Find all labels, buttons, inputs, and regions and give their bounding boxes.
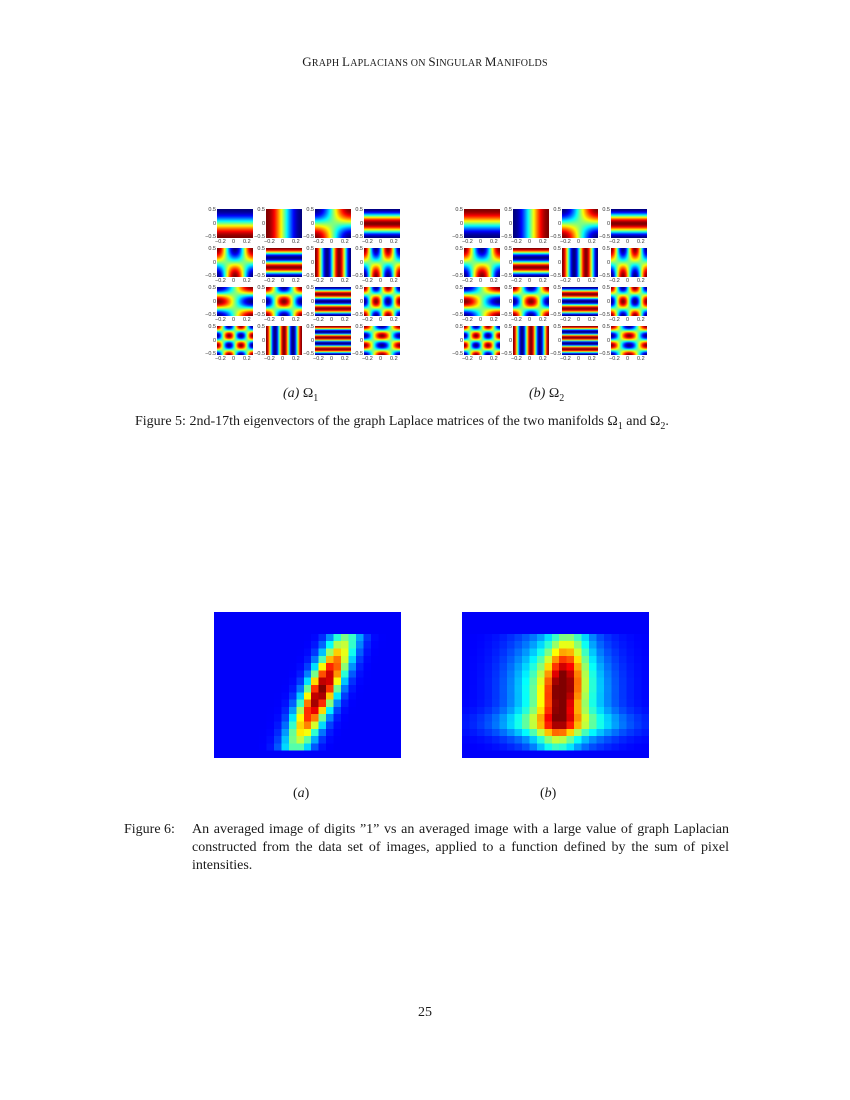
- eigenvector-heatmap: [562, 248, 598, 277]
- figure5-caption: [135, 414, 735, 432]
- y-tick-label: −0.5: [352, 312, 363, 318]
- x-tick-label: −0.2: [215, 317, 226, 323]
- eigenvector-subplot: [352, 285, 413, 326]
- eigenvector-heatmap: [315, 248, 351, 277]
- eigenvector-subplot: [352, 324, 413, 365]
- x-tick-label: −0.2: [362, 239, 373, 245]
- eigenvector-heatmap: [364, 326, 400, 355]
- x-tick-label: 0: [232, 278, 236, 284]
- x-tick-label: 0.2: [637, 356, 645, 362]
- x-tick-label: 0: [528, 356, 532, 362]
- y-tick-label: 0.5: [257, 324, 265, 330]
- y-tick-label: −0.5: [599, 351, 610, 357]
- y-tick-label: 0: [557, 260, 561, 266]
- eigenvector-subplot: [550, 285, 611, 326]
- y-tick-label: −0.5: [501, 312, 512, 318]
- x-tick-label: 0: [626, 356, 630, 362]
- eigenvector-heatmap: [464, 287, 500, 316]
- y-tick-label: −0.5: [501, 273, 512, 279]
- x-tick-label: −0.2: [264, 356, 275, 362]
- eigenvector-heatmap: [364, 287, 400, 316]
- y-tick-label: −0.5: [550, 234, 561, 240]
- eigenvector-heatmap: [562, 326, 598, 355]
- y-tick-label: 0: [359, 338, 363, 344]
- x-tick-label: −0.2: [362, 317, 373, 323]
- x-tick-label: 0: [626, 278, 630, 284]
- eigenvector-heatmap: [315, 209, 351, 238]
- y-tick-label: 0: [310, 338, 314, 344]
- x-tick-label: 0: [379, 239, 383, 245]
- eigenvector-heatmap: [513, 209, 549, 238]
- y-tick-label: 0.5: [257, 207, 265, 213]
- x-tick-label: 0.2: [243, 356, 251, 362]
- y-tick-label: −0.5: [352, 273, 363, 279]
- x-tick-label: 0.2: [341, 278, 349, 284]
- eigenvector-heatmap: [217, 326, 253, 355]
- y-tick-label: 0: [557, 338, 561, 344]
- y-tick-label: −0.5: [352, 234, 363, 240]
- y-tick-label: 0.5: [455, 285, 463, 291]
- x-tick-label: −0.2: [462, 356, 473, 362]
- eigenvector-heatmap: [315, 287, 351, 316]
- x-tick-label: 0: [479, 278, 483, 284]
- eigenvector-subplot: [452, 207, 513, 248]
- y-tick-label: −0.5: [599, 234, 610, 240]
- y-tick-label: −0.5: [254, 312, 265, 318]
- heatmap-pixels: [462, 612, 649, 758]
- y-tick-label: 0: [508, 221, 512, 227]
- y-tick-label: 0.5: [306, 246, 314, 252]
- eigenvector-heatmap: [217, 209, 253, 238]
- x-tick-label: 0.2: [637, 317, 645, 323]
- eigenvector-subplot: [599, 324, 660, 365]
- y-tick-label: 0.5: [208, 324, 216, 330]
- x-tick-label: 0: [330, 278, 334, 284]
- y-tick-label: 0: [310, 299, 314, 305]
- y-tick-label: 0.5: [602, 324, 610, 330]
- x-tick-label: 0.2: [637, 239, 645, 245]
- x-tick-label: 0: [577, 317, 581, 323]
- x-tick-label: −0.2: [511, 278, 522, 284]
- y-tick-label: 0: [261, 299, 265, 305]
- eigenvector-heatmap: [513, 326, 549, 355]
- y-tick-label: 0.5: [355, 207, 363, 213]
- eigenvector-heatmap: [562, 287, 598, 316]
- eigenvector-heatmap: [364, 248, 400, 277]
- x-tick-label: 0: [281, 278, 285, 284]
- y-tick-label: −0.5: [352, 351, 363, 357]
- y-tick-label: −0.5: [303, 312, 314, 318]
- y-tick-label: 0.5: [602, 285, 610, 291]
- x-tick-label: −0.2: [264, 317, 275, 323]
- y-tick-label: 0.5: [306, 285, 314, 291]
- x-tick-label: 0.2: [390, 278, 398, 284]
- figure5-panel-b-eigenvector-grid: [452, 207, 664, 369]
- eigenvector-heatmap: [217, 248, 253, 277]
- figure6-subcaption-a: (a): [293, 786, 310, 801]
- y-tick-label: 0: [459, 338, 463, 344]
- x-tick-label: 0.2: [390, 239, 398, 245]
- figure6-caption: [124, 821, 729, 875]
- y-tick-label: −0.5: [452, 312, 463, 318]
- x-tick-label: 0.2: [539, 356, 547, 362]
- y-tick-label: 0: [261, 221, 265, 227]
- x-tick-label: −0.2: [560, 278, 571, 284]
- eigenvector-subplot: [303, 285, 364, 326]
- eigenvector-subplot: [254, 324, 315, 365]
- figure5-subcaption-a: (a) $\Omega_1$: [283, 386, 319, 404]
- x-tick-label: 0.2: [539, 278, 547, 284]
- x-tick-label: −0.2: [511, 356, 522, 362]
- x-tick-label: −0.2: [560, 356, 571, 362]
- y-tick-label: 0: [261, 260, 265, 266]
- running-head: [0, 54, 850, 70]
- eigenvector-subplot: [501, 285, 562, 326]
- running-head-word: GRAPH: [302, 54, 343, 69]
- y-tick-label: 0.5: [553, 207, 561, 213]
- y-tick-label: 0.5: [208, 207, 216, 213]
- y-tick-label: 0.5: [355, 324, 363, 330]
- y-tick-label: −0.5: [599, 273, 610, 279]
- eigenvector-subplot: [254, 285, 315, 326]
- y-tick-label: 0.5: [355, 246, 363, 252]
- x-tick-label: −0.2: [609, 317, 620, 323]
- x-tick-label: 0.2: [341, 356, 349, 362]
- x-tick-label: −0.2: [560, 239, 571, 245]
- eigenvector-heatmap: [611, 326, 647, 355]
- eigenvector-heatmap: [611, 248, 647, 277]
- eigenvector-subplot: [452, 285, 513, 326]
- x-tick-label: 0: [626, 239, 630, 245]
- x-tick-label: 0: [379, 278, 383, 284]
- y-tick-label: 0: [212, 338, 216, 344]
- eigenvector-heatmap: [611, 209, 647, 238]
- y-tick-label: 0: [459, 299, 463, 305]
- y-tick-label: 0: [508, 260, 512, 266]
- eigenvector-heatmap: [513, 248, 549, 277]
- x-tick-label: −0.2: [264, 239, 275, 245]
- figure6-caption-text: An averaged image of digits ”1” vs an averaged image with a large value of graph Laplacian constructed from the data set of images, applied to a function defined by the sum of pixel intensities.: [192, 822, 729, 873]
- y-tick-label: −0.5: [254, 351, 265, 357]
- y-tick-label: 0: [606, 260, 610, 266]
- y-tick-label: −0.5: [205, 234, 216, 240]
- x-tick-label: 0: [577, 278, 581, 284]
- y-tick-label: −0.5: [303, 351, 314, 357]
- eigenvector-heatmap: [266, 248, 302, 277]
- y-tick-label: −0.5: [550, 273, 561, 279]
- x-tick-label: 0.2: [539, 239, 547, 245]
- eigenvector-subplot: [254, 207, 315, 248]
- x-tick-label: −0.2: [609, 278, 620, 284]
- y-tick-label: −0.5: [501, 234, 512, 240]
- x-tick-label: 0.2: [390, 356, 398, 362]
- eigenvector-heatmap: [364, 209, 400, 238]
- x-tick-label: 0.2: [341, 317, 349, 323]
- x-tick-label: 0.2: [539, 317, 547, 323]
- page-number: 25: [418, 1005, 432, 1020]
- y-tick-label: 0: [508, 299, 512, 305]
- y-tick-label: 0.5: [553, 324, 561, 330]
- eigenvector-heatmap: [464, 248, 500, 277]
- y-tick-label: 0: [459, 260, 463, 266]
- y-tick-label: 0.5: [208, 246, 216, 252]
- x-tick-label: 0: [528, 317, 532, 323]
- eigenvector-subplot: [550, 324, 611, 365]
- y-tick-label: 0.5: [553, 246, 561, 252]
- y-tick-label: −0.5: [303, 234, 314, 240]
- y-tick-label: −0.5: [599, 312, 610, 318]
- y-tick-label: 0.5: [306, 324, 314, 330]
- y-tick-label: 0: [212, 221, 216, 227]
- heatmap-pixels: [214, 612, 401, 758]
- eigenvector-subplot: [550, 207, 611, 248]
- x-tick-label: 0.2: [490, 278, 498, 284]
- y-tick-label: −0.5: [205, 312, 216, 318]
- x-tick-label: −0.2: [462, 278, 473, 284]
- x-tick-label: 0.2: [292, 317, 300, 323]
- eigenvector-subplot: [205, 285, 266, 326]
- x-tick-label: −0.2: [313, 239, 324, 245]
- y-tick-label: −0.5: [452, 351, 463, 357]
- x-tick-label: 0.2: [637, 278, 645, 284]
- eigenvector-subplot: [352, 207, 413, 248]
- x-tick-label: 0: [330, 356, 334, 362]
- x-tick-label: 0: [232, 356, 236, 362]
- x-tick-label: −0.2: [609, 356, 620, 362]
- y-tick-label: 0.5: [504, 285, 512, 291]
- eigenvector-heatmap: [315, 326, 351, 355]
- y-tick-label: 0: [459, 221, 463, 227]
- eigenvector-subplot: [501, 246, 562, 287]
- y-tick-label: 0.5: [257, 246, 265, 252]
- y-tick-label: 0.5: [504, 246, 512, 252]
- figure5-caption-label: Figure 5:: [135, 414, 186, 429]
- x-tick-label: 0: [232, 239, 236, 245]
- y-tick-label: 0.5: [602, 207, 610, 213]
- x-tick-label: −0.2: [609, 239, 620, 245]
- x-tick-label: 0: [626, 317, 630, 323]
- eigenvector-subplot: [452, 324, 513, 365]
- y-tick-label: 0.5: [455, 207, 463, 213]
- x-tick-label: −0.2: [462, 239, 473, 245]
- x-tick-label: −0.2: [215, 356, 226, 362]
- eigenvector-heatmap: [513, 287, 549, 316]
- eigenvector-heatmap: [464, 209, 500, 238]
- x-tick-label: −0.2: [511, 317, 522, 323]
- x-tick-label: 0.2: [588, 317, 596, 323]
- x-tick-label: 0: [528, 239, 532, 245]
- eigenvector-heatmap: [464, 326, 500, 355]
- eigenvector-subplot: [550, 246, 611, 287]
- x-tick-label: 0.2: [490, 356, 498, 362]
- y-tick-label: 0.5: [455, 246, 463, 252]
- x-tick-label: 0: [479, 317, 483, 323]
- eigenvector-subplot: [205, 246, 266, 287]
- y-tick-label: 0: [310, 260, 314, 266]
- x-tick-label: 0: [330, 239, 334, 245]
- running-head-word: MANIFOLDS: [484, 54, 548, 69]
- x-tick-label: 0.2: [341, 239, 349, 245]
- x-tick-label: 0.2: [292, 239, 300, 245]
- y-tick-label: 0.5: [553, 285, 561, 291]
- x-tick-label: 0.2: [588, 239, 596, 245]
- eigenvector-heatmap: [217, 287, 253, 316]
- y-tick-label: −0.5: [550, 312, 561, 318]
- eigenvector-subplot: [501, 324, 562, 365]
- x-tick-label: 0: [281, 356, 285, 362]
- x-tick-label: −0.2: [462, 317, 473, 323]
- x-tick-label: −0.2: [313, 356, 324, 362]
- x-tick-label: −0.2: [362, 278, 373, 284]
- eigenvector-subplot: [452, 246, 513, 287]
- y-tick-label: 0.5: [504, 324, 512, 330]
- eigenvector-subplot: [599, 246, 660, 287]
- y-tick-label: 0.5: [504, 207, 512, 213]
- x-tick-label: 0.2: [588, 278, 596, 284]
- y-tick-label: 0: [606, 221, 610, 227]
- y-tick-label: −0.5: [254, 234, 265, 240]
- y-tick-label: −0.5: [550, 351, 561, 357]
- x-tick-label: 0: [232, 317, 236, 323]
- y-tick-label: 0: [359, 221, 363, 227]
- eigenvector-heatmap: [266, 209, 302, 238]
- y-tick-label: −0.5: [452, 234, 463, 240]
- eigenvector-heatmap: [562, 209, 598, 238]
- y-tick-label: 0: [508, 338, 512, 344]
- eigenvector-subplot: [352, 246, 413, 287]
- y-tick-label: 0.5: [257, 285, 265, 291]
- x-tick-label: 0: [479, 239, 483, 245]
- figure5-caption-text: 2nd-17th eigenvectors of the graph Laplace matrices of the two manifolds $\Omega_1$ and $\Omega_2$.: [189, 414, 669, 432]
- y-tick-label: −0.5: [303, 273, 314, 279]
- x-tick-label: 0: [528, 278, 532, 284]
- running-head-word: SINGULAR: [428, 54, 485, 69]
- eigenvector-subplot: [501, 207, 562, 248]
- x-tick-label: 0.2: [243, 239, 251, 245]
- y-tick-label: −0.5: [501, 351, 512, 357]
- y-tick-label: 0: [557, 221, 561, 227]
- eigenvector-subplot: [205, 207, 266, 248]
- y-tick-label: 0: [261, 338, 265, 344]
- figure6-averaged-digit-image-a: [214, 612, 401, 758]
- eigenvector-heatmap: [611, 287, 647, 316]
- x-tick-label: 0.2: [292, 356, 300, 362]
- y-tick-label: −0.5: [205, 351, 216, 357]
- x-tick-label: 0: [281, 317, 285, 323]
- x-tick-label: 0.2: [243, 317, 251, 323]
- y-tick-label: 0: [557, 299, 561, 305]
- x-tick-label: −0.2: [511, 239, 522, 245]
- eigenvector-subplot: [303, 246, 364, 287]
- y-tick-label: 0.5: [355, 285, 363, 291]
- x-tick-label: −0.2: [362, 356, 373, 362]
- x-tick-label: 0.2: [243, 278, 251, 284]
- y-tick-label: −0.5: [205, 273, 216, 279]
- x-tick-label: −0.2: [560, 317, 571, 323]
- y-tick-label: 0.5: [306, 207, 314, 213]
- figure5-subcaption-b: (b) $\Omega_2$: [529, 386, 565, 404]
- eigenvector-subplot: [303, 207, 364, 248]
- x-tick-label: 0.2: [292, 278, 300, 284]
- x-tick-label: 0: [330, 317, 334, 323]
- y-tick-label: −0.5: [452, 273, 463, 279]
- figure6-subcaption-b: (b): [540, 786, 557, 801]
- eigenvector-heatmap: [266, 326, 302, 355]
- y-tick-label: 0.5: [455, 324, 463, 330]
- running-head-word: LAPLACIANS ON: [342, 54, 429, 69]
- y-tick-label: 0: [606, 299, 610, 305]
- y-tick-label: 0: [212, 260, 216, 266]
- y-tick-label: 0: [606, 338, 610, 344]
- eigenvector-subplot: [303, 324, 364, 365]
- x-tick-label: −0.2: [264, 278, 275, 284]
- figure6-caption-label: Figure 6:: [124, 822, 175, 837]
- x-tick-label: −0.2: [313, 317, 324, 323]
- figure6-large-laplacian-image-b: [462, 612, 649, 758]
- x-tick-label: 0: [379, 317, 383, 323]
- eigenvector-subplot: [599, 285, 660, 326]
- eigenvector-heatmap: [266, 287, 302, 316]
- figure5-panel-a-eigenvector-grid: [205, 207, 417, 369]
- y-tick-label: 0.5: [208, 285, 216, 291]
- x-tick-label: 0: [577, 356, 581, 362]
- x-tick-label: 0: [281, 239, 285, 245]
- x-tick-label: 0.2: [390, 317, 398, 323]
- x-tick-label: 0.2: [588, 356, 596, 362]
- x-tick-label: 0.2: [490, 317, 498, 323]
- eigenvector-subplot: [599, 207, 660, 248]
- y-tick-label: 0: [212, 299, 216, 305]
- y-tick-label: 0.5: [602, 246, 610, 252]
- x-tick-label: 0: [379, 356, 383, 362]
- eigenvector-subplot: [205, 324, 266, 365]
- y-tick-label: 0: [359, 260, 363, 266]
- x-tick-label: −0.2: [313, 278, 324, 284]
- x-tick-label: 0: [479, 356, 483, 362]
- y-tick-label: 0: [310, 221, 314, 227]
- y-tick-label: 0: [359, 299, 363, 305]
- x-tick-label: 0.2: [490, 239, 498, 245]
- eigenvector-subplot: [254, 246, 315, 287]
- x-tick-label: −0.2: [215, 239, 226, 245]
- y-tick-label: −0.5: [254, 273, 265, 279]
- x-tick-label: −0.2: [215, 278, 226, 284]
- x-tick-label: 0: [577, 239, 581, 245]
